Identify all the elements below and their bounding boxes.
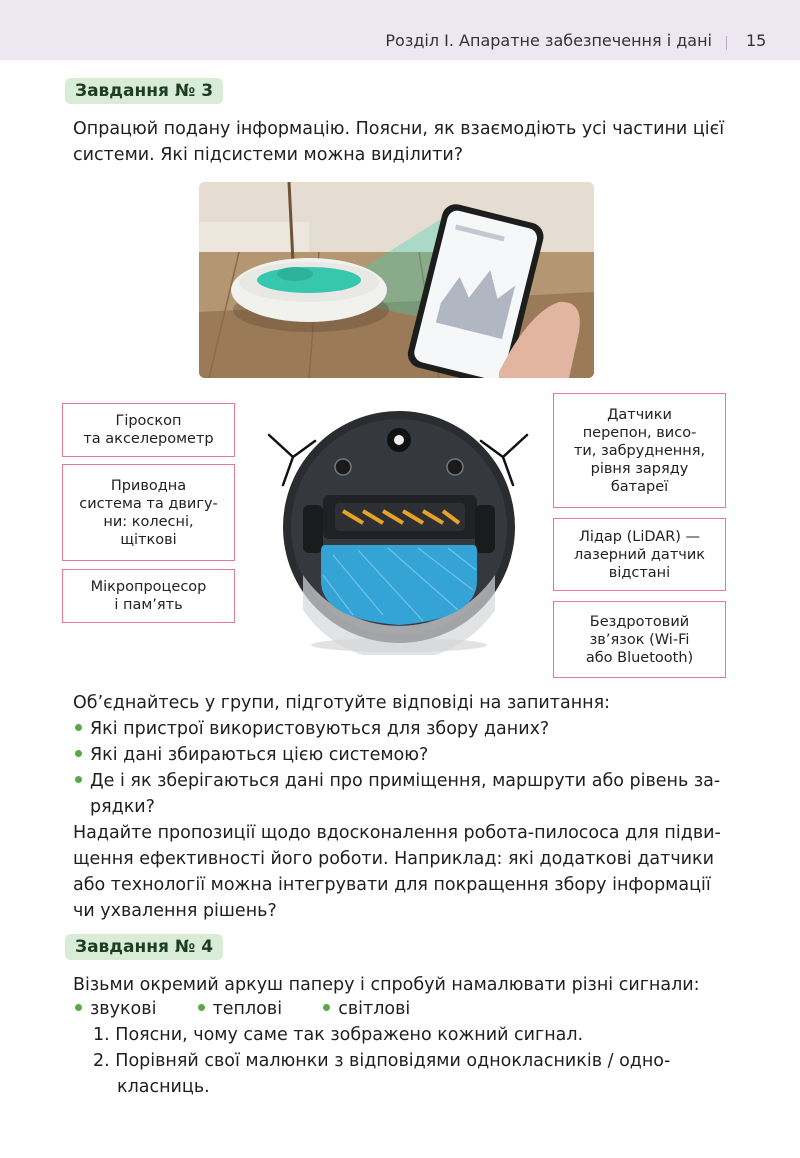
bullet-icon: [75, 724, 82, 731]
signal-item: світлові: [338, 999, 411, 1019]
bullet-icon: [75, 750, 82, 757]
section-title: Розділ І. Апаратне забезпечення і дані: [385, 31, 712, 50]
page-number: 15: [746, 31, 767, 50]
task4-intro: Візьми окремий аркуш паперу і спробуй намалювати різні сигнали:: [73, 975, 700, 995]
lidar-box: [553, 518, 726, 591]
robot-illustration: [263, 405, 533, 655]
box-line: Лідар (LiDAR) —: [578, 528, 701, 545]
text-line: Опрацюй подану інформацію. Поясни, як взаємодіють усі частини цієї: [73, 119, 725, 139]
question-text: Які пристрої використовуються для збору даних?: [90, 719, 550, 739]
bullet-icon: [198, 1004, 205, 1011]
task4-label: Завдання № 4: [65, 934, 223, 960]
text-line: або технології можна інтегрувати для покращення збору інформації: [73, 875, 711, 895]
box-line: щіткові: [120, 531, 177, 548]
numbered-item-continuation: класниць.: [117, 1077, 210, 1097]
task3-intro: [73, 116, 727, 168]
box-line: відстані: [608, 564, 671, 581]
signal-item: теплові: [212, 999, 283, 1019]
gyroscope-box: [62, 403, 235, 457]
numbered-item: [93, 1048, 725, 1074]
box-line: Датчики: [607, 406, 672, 423]
microprocessor-box: [62, 569, 235, 623]
box-line: або Bluetooth): [585, 649, 694, 666]
robot-vacuum-bottom-view: [263, 405, 533, 655]
text-line: Надайте пропозиції щодо вдосконалення робота-пилососа для підви-: [73, 823, 721, 843]
signal-item: звукові: [90, 999, 157, 1019]
task3-label: Завдання № 3: [65, 78, 223, 104]
robot-app-photo: [199, 182, 594, 378]
item-text: Поясни, чому саме так зображено кожний сигнал.: [115, 1025, 584, 1045]
item-text: Порівняй свої малюнки з відповідями однокласників / одно-: [115, 1051, 671, 1071]
question-item: [75, 768, 725, 794]
item-number: 2.: [93, 1051, 110, 1071]
box-line: система та двигу-: [79, 495, 218, 512]
bullet-icon: [75, 776, 82, 783]
text-line: системи. Які підсистеми можна виділити?: [73, 145, 464, 165]
question-item: [75, 716, 725, 742]
box-line: Гіроскоп: [115, 413, 182, 429]
box-line: та акселерометр: [83, 431, 214, 447]
question-text: Де і як зберігаються дані про приміщення, маршрути або рівень за-: [90, 771, 721, 791]
box-line: лазерний датчик: [573, 546, 706, 563]
box-line: батареї: [610, 478, 669, 495]
box-line: перепон, висо-: [582, 424, 697, 441]
signals-list: [75, 996, 725, 1022]
question-continuation: рядки?: [90, 797, 155, 817]
box-line: рівня заряду: [590, 460, 689, 477]
box-line: ти, забруднення,: [573, 442, 706, 459]
box-line: Бездротовий: [589, 613, 690, 630]
question-text: Які дані збираються цією системою?: [90, 745, 429, 765]
text-line: чи ухвалення рішень?: [73, 901, 277, 921]
box-line: і пам’ять: [114, 597, 183, 613]
text-line: щення ефективності його роботи. Наприклад: які додаткові датчики: [73, 849, 714, 869]
proposal-paragraph: [73, 820, 727, 924]
box-line: Мікропроцесор: [90, 579, 207, 595]
sensors-box: [553, 393, 726, 508]
drive-system-box: [62, 464, 235, 561]
box-line: ни: колесні,: [103, 513, 194, 530]
question-item: [75, 742, 725, 768]
header-divider: [726, 36, 727, 50]
box-line: Приводна: [110, 477, 187, 494]
numbered-item: [93, 1022, 725, 1048]
item-number: 1.: [93, 1025, 110, 1045]
wireless-box: [553, 601, 726, 678]
photo-illustration: [199, 182, 594, 378]
box-line: зв’язок (Wi-Fi: [589, 631, 690, 648]
page-header: [0, 0, 800, 60]
bullet-icon: [323, 1004, 330, 1011]
group-intro: Об’єднайтесь у групи, підготуйте відповіді на запитання:: [73, 693, 611, 713]
bullet-icon: [75, 1004, 82, 1011]
